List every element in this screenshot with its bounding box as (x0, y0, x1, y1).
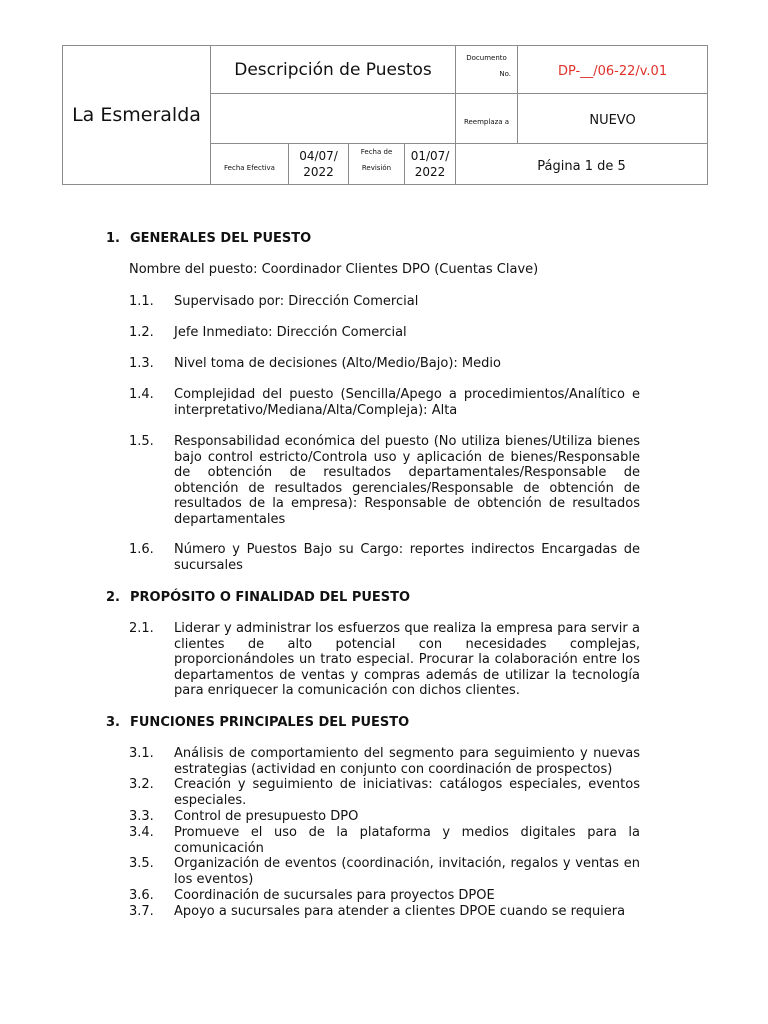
section-title: GENERALES DEL PUESTO (130, 231, 312, 246)
item-text: Control de presupuesto DPO (174, 809, 359, 824)
item-number: 1.3. (129, 356, 154, 371)
item-number: 3.5. (129, 856, 154, 871)
item-text: Supervisado por: Dirección Comercial (174, 294, 419, 309)
item-number: 1.5. (129, 434, 154, 449)
item-text: Responsabilidad económica del puesto (No utiliza bienes/Utiliza bienes bajo control estricto/Controla uso y aplicación de bienes/Responsable de obtención de resultados departamentales/Responsable de obtención de resultados gerenciales/Responsable de obtención de resultados de la empresa): Responsable de obtención de resultados departamentales (174, 434, 640, 527)
company-name: La Esmeralda (72, 104, 201, 126)
reemplaza-value: NUEVO (589, 113, 636, 128)
item-text: Apoyo a sucursales para atender a clientes DPOE cuando se requiera (174, 904, 626, 919)
fecha-efectiva-value-line1: 04/07/ (299, 149, 338, 163)
section-heading (106, 590, 410, 606)
document-code: DP-__/06-22/v.01 (557, 64, 668, 79)
item-number: 1.1. (129, 294, 154, 309)
section-number: 2. (106, 590, 120, 605)
item-number: 3.3. (129, 809, 154, 824)
section-title: FUNCIONES PRINCIPALES DEL PUESTO (130, 715, 410, 730)
section-number: 1. (106, 231, 120, 246)
item-number: 3.4. (129, 825, 154, 840)
fecha-revision-label-line1: Fecha de (360, 148, 393, 156)
reemplaza-label: Reemplaza a (463, 118, 510, 126)
item-text: Liderar y administrar los esfuerzos que realiza la empresa para servir a clientes de alto potencial con necesidades complejas, proporcionándoles un trato especial. Procurar la colaboración entre los departamentos de ventas y compras además de utilizar la tecnología para enriquecer la comunicación con dichos clientes. (174, 621, 640, 698)
item-number: 3.1. (129, 746, 154, 761)
item-number: 1.6. (129, 542, 154, 557)
item-number: 3.7. (129, 904, 154, 919)
item-text: Jefe Inmediato: Dirección Comercial (174, 325, 407, 340)
item-number: 3.2. (129, 777, 154, 792)
fecha-revision-label-line2: Revisión (361, 164, 392, 172)
fecha-efectiva-label: Fecha Efectiva (224, 163, 275, 172)
item-number: 2.1. (129, 621, 154, 636)
fecha-revision-value-line1: 01/07/ (410, 149, 450, 163)
fecha-revision-value-line2: 2022 (414, 165, 446, 179)
section-heading (106, 715, 409, 731)
item-text: Creación y seguimiento de iniciativas: catálogos especiales, eventos especiales. (174, 777, 640, 808)
item-text: Análisis de comportamiento del segmento para seguimiento y nuevas estrategias (actividad en conjunto con coordinación de prospectos) (174, 746, 640, 777)
item-number: 3.6. (129, 888, 154, 903)
job-name: Nombre del puesto: Coordinador Clientes DPO (Cuentas Clave) (129, 262, 539, 277)
page-number: Página 1 de 5 (537, 158, 626, 174)
section-heading (106, 231, 311, 247)
documento-label: Documento (466, 54, 507, 62)
item-text: Coordinación de sucursales para proyectos DPOE (174, 888, 495, 903)
item-number: 1.4. (129, 387, 154, 402)
item-text: Promueve el uso de la plataforma y medios digitales para la comunicación (174, 825, 640, 856)
section-title: PROPÓSITO O FINALIDAD DEL PUESTO (130, 590, 411, 605)
item-text: Nivel toma de decisiones (Alto/Medio/Bajo): Medio (174, 356, 501, 371)
section-number: 3. (106, 715, 120, 730)
item-number: 1.2. (129, 325, 154, 340)
no-label: No. (499, 70, 512, 78)
fecha-efectiva-value-line2: 2022 (303, 165, 334, 179)
item-text: Organización de eventos (coordinación, invitación, regalos y ventas en los eventos) (174, 856, 640, 887)
item-text: Número y Puestos Bajo su Cargo: reportes indirectos Encargadas de sucursales (174, 542, 640, 573)
document-title: Descripción de Puestos (234, 59, 432, 80)
item-text: Complejidad del puesto (Sencilla/Apego a procedimientos/Analítico e interpretativo/Mediana/Alta/Compleja): Alta (174, 387, 640, 418)
